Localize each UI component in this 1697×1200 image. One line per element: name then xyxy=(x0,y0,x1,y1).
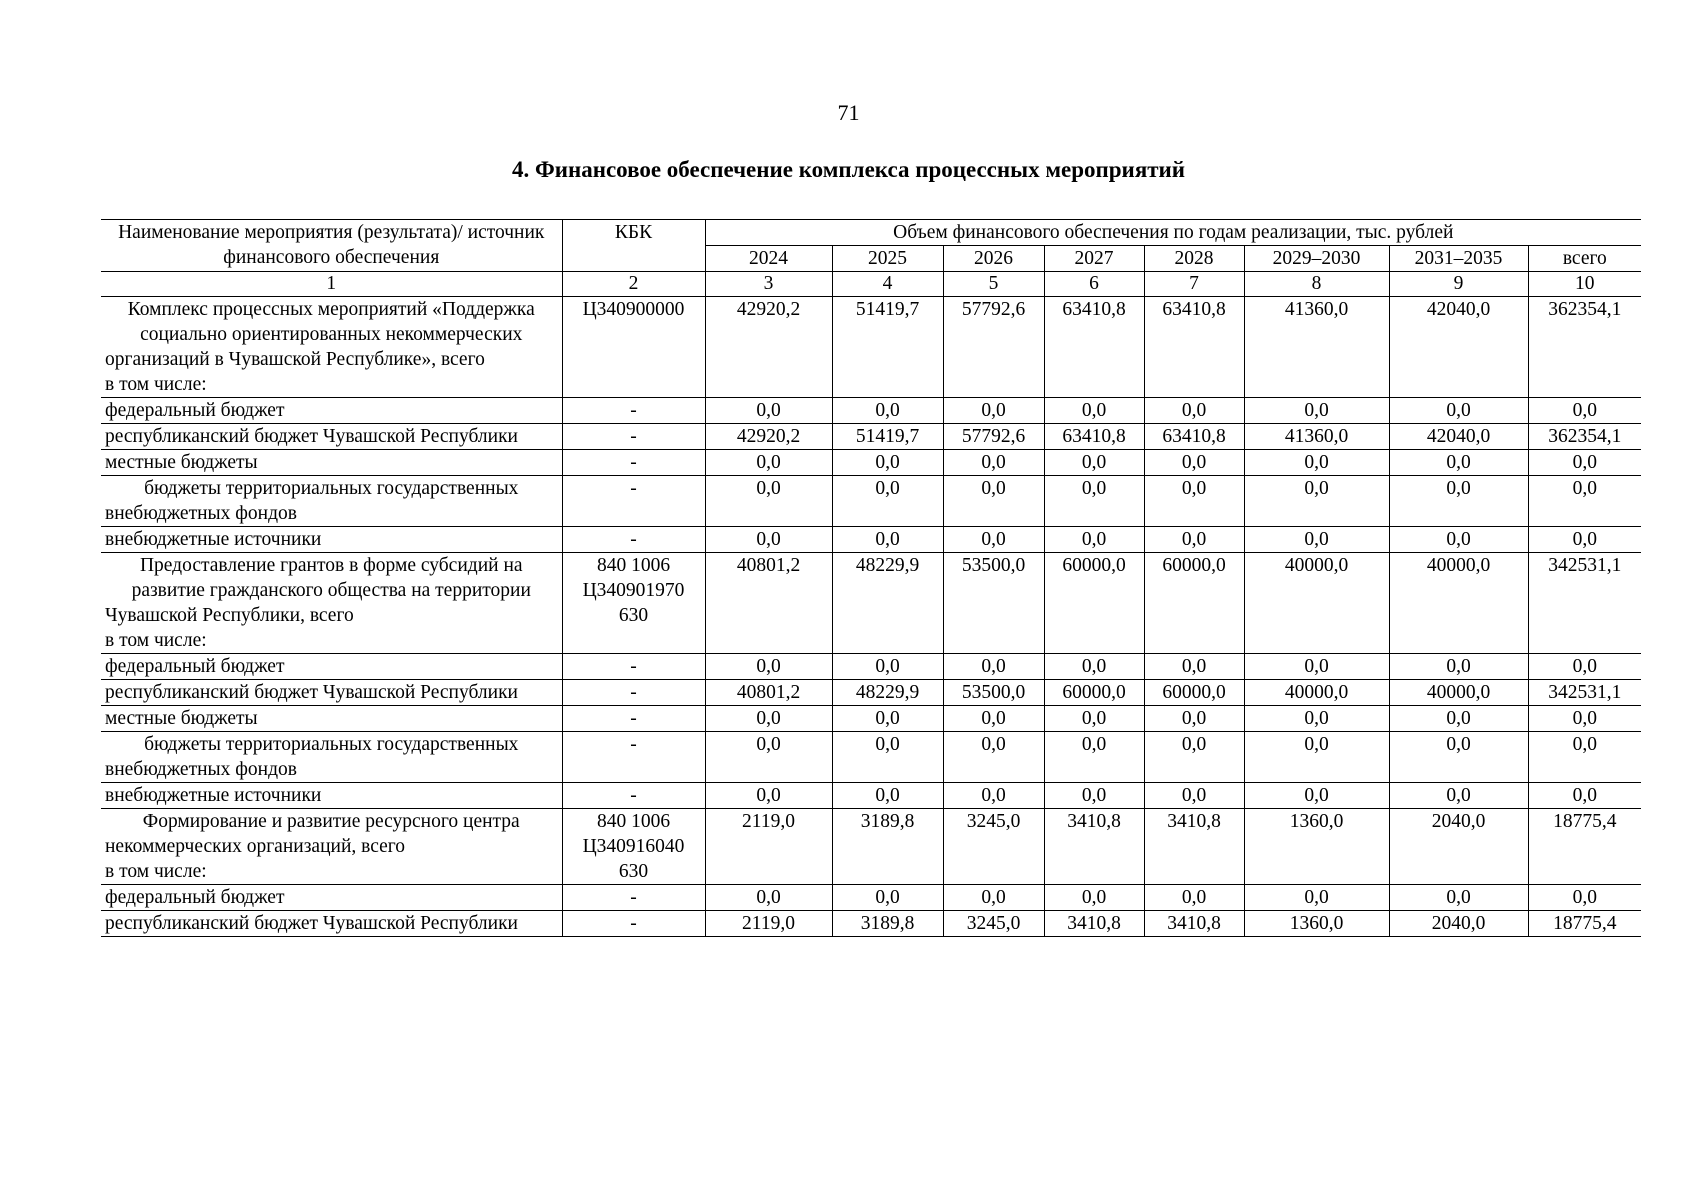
row-value: 60000,0 xyxy=(1044,680,1144,706)
column-number-row xyxy=(101,272,1641,297)
row-value: 362354,1 xyxy=(1528,424,1641,450)
row-value: 3245,0 xyxy=(943,809,1044,885)
row-value: 0,0 xyxy=(705,450,832,476)
row-name xyxy=(101,680,562,706)
row-value: 0,0 xyxy=(1144,527,1244,553)
row-value: 0,0 xyxy=(1244,783,1389,809)
row-value: 42920,2 xyxy=(705,424,832,450)
row-value: 0,0 xyxy=(1528,783,1641,809)
row-value: 0,0 xyxy=(1044,398,1144,424)
header-year: 2024 xyxy=(705,246,832,272)
header-year: 2028 xyxy=(1144,246,1244,272)
row-value: 0,0 xyxy=(1144,783,1244,809)
row-kbk: - xyxy=(562,654,705,680)
header-year: 2031–2035 xyxy=(1389,246,1528,272)
row-value: 0,0 xyxy=(1144,476,1244,527)
row-value: 40000,0 xyxy=(1244,680,1389,706)
row-name xyxy=(101,654,562,680)
row-kbk: - xyxy=(562,398,705,424)
row-value: 53500,0 xyxy=(943,680,1044,706)
row-name-text: Предоставление грантов в форме субсидий на развитие гражданского общества на территории Чувашской Республики, всего xyxy=(105,555,531,626)
table-row xyxy=(101,450,1641,476)
row-name-text: Комплекс процессных мероприятий «Поддержка социально ориентированных некоммерческих организаций в Чувашской Республике», всего xyxy=(105,299,535,370)
row-kbk: - xyxy=(562,706,705,732)
row-value: 40000,0 xyxy=(1244,553,1389,654)
row-value: 0,0 xyxy=(1044,732,1144,783)
row-name xyxy=(101,424,562,450)
row-value: 40000,0 xyxy=(1389,680,1528,706)
table-row xyxy=(101,527,1641,553)
row-value: 18775,4 xyxy=(1528,809,1641,885)
row-value: 40801,2 xyxy=(705,553,832,654)
row-name-text: бюджеты территориальных государственных внебюджетных фондов xyxy=(105,478,519,524)
row-value: 0,0 xyxy=(1044,885,1144,911)
row-value: 0,0 xyxy=(1528,398,1641,424)
column-number: 4 xyxy=(832,272,943,297)
row-value: 362354,1 xyxy=(1528,297,1641,398)
row-value: 0,0 xyxy=(1044,527,1144,553)
column-number: 1 xyxy=(101,272,562,297)
row-value: 0,0 xyxy=(832,654,943,680)
row-kbk: - xyxy=(562,911,705,937)
row-name-text: республиканский бюджет Чувашской Республики xyxy=(105,426,518,447)
table-row xyxy=(101,398,1641,424)
row-kbk: 840 1006 Ц340901970 630 xyxy=(562,553,705,654)
row-value: 0,0 xyxy=(1244,527,1389,553)
row-value: 2040,0 xyxy=(1389,809,1528,885)
row-value: 0,0 xyxy=(1044,654,1144,680)
row-name xyxy=(101,885,562,911)
row-value: 0,0 xyxy=(1389,654,1528,680)
row-value: 2040,0 xyxy=(1389,911,1528,937)
table-row xyxy=(101,476,1641,527)
row-value: 0,0 xyxy=(1244,476,1389,527)
row-value: 3189,8 xyxy=(832,911,943,937)
row-value: 0,0 xyxy=(943,783,1044,809)
row-name xyxy=(101,911,562,937)
header-year: 2027 xyxy=(1044,246,1144,272)
row-value: 0,0 xyxy=(705,398,832,424)
row-value: 0,0 xyxy=(1244,398,1389,424)
column-number: 10 xyxy=(1528,272,1641,297)
row-name-text: местные бюджеты xyxy=(105,708,258,729)
row-value: 0,0 xyxy=(1144,706,1244,732)
row-value: 3245,0 xyxy=(943,911,1044,937)
row-value: 0,0 xyxy=(832,476,943,527)
row-value: 0,0 xyxy=(1528,732,1641,783)
row-name-text: местные бюджеты xyxy=(105,452,258,473)
column-number: 6 xyxy=(1044,272,1144,297)
row-value: 0,0 xyxy=(832,450,943,476)
row-value: 0,0 xyxy=(705,476,832,527)
row-value: 0,0 xyxy=(943,398,1044,424)
row-name xyxy=(101,553,562,654)
column-number: 5 xyxy=(943,272,1044,297)
row-value: 53500,0 xyxy=(943,553,1044,654)
row-kbk: - xyxy=(562,732,705,783)
table-row xyxy=(101,553,1641,654)
row-value: 342531,1 xyxy=(1528,553,1641,654)
section-title: 4. Финансовое обеспечение комплекса процессных мероприятий xyxy=(511,157,1186,182)
row-value: 0,0 xyxy=(1389,783,1528,809)
row-value: 18775,4 xyxy=(1528,911,1641,937)
row-value: 0,0 xyxy=(1389,732,1528,783)
row-value: 0,0 xyxy=(1528,885,1641,911)
row-value: 2119,0 xyxy=(705,911,832,937)
row-value: 63410,8 xyxy=(1144,297,1244,398)
row-value: 0,0 xyxy=(705,885,832,911)
row-name xyxy=(101,809,562,885)
row-value: 0,0 xyxy=(1244,885,1389,911)
row-value: 0,0 xyxy=(1044,476,1144,527)
row-value: 3410,8 xyxy=(1044,911,1144,937)
row-value: 63410,8 xyxy=(1144,424,1244,450)
row-value: 0,0 xyxy=(1144,450,1244,476)
row-value: 60000,0 xyxy=(1144,680,1244,706)
row-kbk: - xyxy=(562,450,705,476)
column-number: 8 xyxy=(1244,272,1389,297)
row-value: 2119,0 xyxy=(705,809,832,885)
row-value: 1360,0 xyxy=(1244,809,1389,885)
column-number: 3 xyxy=(705,272,832,297)
row-kbk: 840 1006 Ц340916040 630 xyxy=(562,809,705,885)
row-value: 0,0 xyxy=(943,885,1044,911)
row-subtitle: в том числе: xyxy=(105,861,207,882)
row-kbk: - xyxy=(562,783,705,809)
header-year: 2025 xyxy=(832,246,943,272)
row-value: 42040,0 xyxy=(1389,297,1528,398)
row-name xyxy=(101,476,562,527)
row-value: 0,0 xyxy=(1389,476,1528,527)
row-value: 0,0 xyxy=(705,654,832,680)
row-value: 63410,8 xyxy=(1044,297,1144,398)
row-value: 48229,9 xyxy=(832,680,943,706)
row-subtitle: в том числе: xyxy=(105,374,207,395)
row-kbk: - xyxy=(562,527,705,553)
row-name-text: федеральный бюджет xyxy=(105,887,285,908)
row-value: 57792,6 xyxy=(943,297,1044,398)
row-value: 0,0 xyxy=(1244,732,1389,783)
row-value: 0,0 xyxy=(1528,527,1641,553)
row-value: 3410,8 xyxy=(1044,809,1144,885)
row-value: 0,0 xyxy=(1528,706,1641,732)
row-value: 0,0 xyxy=(1389,398,1528,424)
column-number: 7 xyxy=(1144,272,1244,297)
header-volume: Объем финансового обеспечения по годам реализации, тыс. рублей xyxy=(705,220,1641,246)
table-row xyxy=(101,680,1641,706)
table-row xyxy=(101,885,1641,911)
row-name-text: республиканский бюджет Чувашской Республики xyxy=(105,682,518,703)
row-value: 0,0 xyxy=(1389,450,1528,476)
row-value: 57792,6 xyxy=(943,424,1044,450)
row-name-text: внебюджетные источники xyxy=(105,785,322,806)
row-value: 0,0 xyxy=(943,706,1044,732)
row-value: 0,0 xyxy=(832,732,943,783)
row-value: 51419,7 xyxy=(832,297,943,398)
row-subtitle: в том числе: xyxy=(105,630,207,651)
row-value: 0,0 xyxy=(1389,706,1528,732)
row-name-text: бюджеты территориальных государственных внебюджетных фондов xyxy=(105,734,519,780)
header-row xyxy=(101,220,1641,246)
row-value: 0,0 xyxy=(1244,654,1389,680)
row-name xyxy=(101,706,562,732)
row-value: 0,0 xyxy=(1144,654,1244,680)
row-value: 0,0 xyxy=(705,732,832,783)
table-row xyxy=(101,911,1641,937)
row-name xyxy=(101,527,562,553)
row-value: 0,0 xyxy=(832,885,943,911)
row-value: 0,0 xyxy=(1044,783,1144,809)
row-name-text: федеральный бюджет xyxy=(105,656,285,677)
row-value: 0,0 xyxy=(1144,885,1244,911)
row-value: 42040,0 xyxy=(1389,424,1528,450)
row-value: 42920,2 xyxy=(705,297,832,398)
row-value: 3410,8 xyxy=(1144,911,1244,937)
header-name: Наименование мероприятия (результата)/ источник финансового обеспечения xyxy=(101,220,562,272)
row-value: 40000,0 xyxy=(1389,553,1528,654)
header-year: 2029–2030 xyxy=(1244,246,1389,272)
row-value: 41360,0 xyxy=(1244,424,1389,450)
table-row xyxy=(101,297,1641,398)
row-value: 0,0 xyxy=(1244,450,1389,476)
row-name xyxy=(101,450,562,476)
row-value: 0,0 xyxy=(832,706,943,732)
row-value: 1360,0 xyxy=(1244,911,1389,937)
row-name-text: федеральный бюджет xyxy=(105,400,285,421)
row-kbk: - xyxy=(562,424,705,450)
table-row xyxy=(101,809,1641,885)
row-value: 0,0 xyxy=(1144,732,1244,783)
row-value: 0,0 xyxy=(943,476,1044,527)
row-value: 0,0 xyxy=(705,783,832,809)
row-name-text: Формирование и развитие ресурсного центра некоммерческих организаций, всего xyxy=(105,811,520,857)
row-name-text: республиканский бюджет Чувашской Республики xyxy=(105,913,518,934)
row-kbk: - xyxy=(562,885,705,911)
row-name xyxy=(101,297,562,398)
row-kbk: Ц340900000 xyxy=(562,297,705,398)
row-value: 0,0 xyxy=(705,706,832,732)
row-value: 0,0 xyxy=(943,654,1044,680)
row-value: 0,0 xyxy=(1389,885,1528,911)
row-value: 0,0 xyxy=(1044,450,1144,476)
row-value: 0,0 xyxy=(1244,706,1389,732)
column-number: 9 xyxy=(1389,272,1528,297)
header-year: 2026 xyxy=(943,246,1044,272)
row-value: 60000,0 xyxy=(1144,553,1244,654)
row-value: 0,0 xyxy=(832,783,943,809)
row-name xyxy=(101,783,562,809)
header-year: всего xyxy=(1528,246,1641,272)
row-name xyxy=(101,732,562,783)
header-kbk: КБК xyxy=(562,220,705,272)
row-value: 51419,7 xyxy=(832,424,943,450)
row-value: 0,0 xyxy=(1144,398,1244,424)
row-value: 0,0 xyxy=(832,527,943,553)
row-value: 0,0 xyxy=(943,527,1044,553)
row-value: 63410,8 xyxy=(1044,424,1144,450)
row-value: 0,0 xyxy=(1528,450,1641,476)
row-value: 40801,2 xyxy=(705,680,832,706)
column-number: 2 xyxy=(562,272,705,297)
row-value: 60000,0 xyxy=(1044,553,1144,654)
row-value: 0,0 xyxy=(832,398,943,424)
table-row xyxy=(101,424,1641,450)
row-name-text: внебюджетные источники xyxy=(105,529,322,550)
table-row xyxy=(101,654,1641,680)
row-value: 3189,8 xyxy=(832,809,943,885)
row-name xyxy=(101,398,562,424)
table-row xyxy=(101,706,1641,732)
page-number: 71 xyxy=(837,100,860,125)
row-value: 0,0 xyxy=(1528,654,1641,680)
row-value: 0,0 xyxy=(943,732,1044,783)
row-value: 0,0 xyxy=(943,450,1044,476)
row-kbk: - xyxy=(562,680,705,706)
table-row xyxy=(101,783,1641,809)
row-value: 0,0 xyxy=(1528,476,1641,527)
row-value: 3410,8 xyxy=(1144,809,1244,885)
financing-table xyxy=(101,219,1641,937)
row-value: 0,0 xyxy=(1044,706,1144,732)
table-row xyxy=(101,732,1641,783)
row-kbk: - xyxy=(562,476,705,527)
row-value: 41360,0 xyxy=(1244,297,1389,398)
row-value: 342531,1 xyxy=(1528,680,1641,706)
row-value: 48229,9 xyxy=(832,553,943,654)
row-value: 0,0 xyxy=(705,527,832,553)
row-value: 0,0 xyxy=(1389,527,1528,553)
